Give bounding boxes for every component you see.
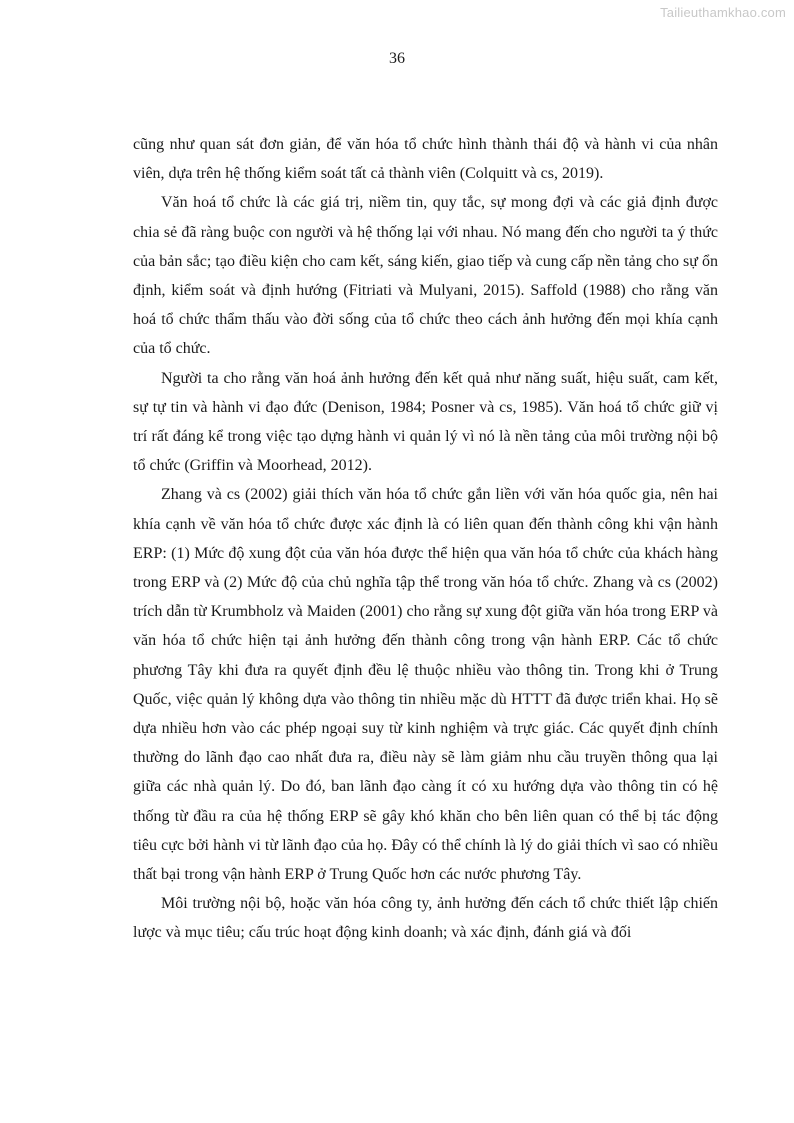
paragraph: Người ta cho rằng văn hoá ảnh hưởng đến kết quả như năng suất, hiệu suất, cam kết, sự tự tin và hành vi đạo đức (Denison, 1984; Posner và cs, 1985). Văn hoá tổ chức giữ vị trí rất đáng kể trong việc tạo dựng hành vi quản lý vì nó là nền tảng của môi trường nội bộ tổ chức (Griffin và Moorhead, 2012). [133, 369, 718, 475]
paragraph: Môi trường nội bộ, hoặc văn hóa công ty, ảnh hưởng đến cách tổ chức thiết lập chiến lược và mục tiêu; cấu trúc hoạt động kinh doanh; và xác định, đánh giá và đối [133, 895, 718, 942]
paragraph: Văn hoá tổ chức là các giá trị, niềm tin, quy tắc, sự mong đợi và các giả định được chia sẻ đã ràng buộc con người và hệ thống lại với nhau. Nó mang đến cho người ta ý thức của bản sắc; tạo điều kiện cho cam kết, sáng kiến, giao tiếp và cung cấp nền tảng cho sự ổn định, kiểm soát và định hướng (Fitriati và Mulyani, 2015). Saffold (1988) cho rằng văn hoá tổ chức thẩm thấu vào đời sống của tổ chức theo cách ảnh hưởng đến mọi khía cạnh của tổ chức. [133, 194, 718, 358]
page-number: 36 [389, 50, 405, 67]
body-text [133, 130, 718, 948]
paragraph: Zhang và cs (2002) giải thích văn hóa tổ chức gắn liền với văn hóa quốc gia, nên hai khía cạnh về văn hóa tổ chức được xác định là có liên quan đến thành công khi vận hành ERP: (1) Mức độ xung đột của văn hóa được thể hiện qua văn hóa tổ chức của khách hàng trong ERP và (2) Mức độ của chủ nghĩa tập thể trong văn hóa tổ chức. Zhang và cs (2002) trích dẫn từ Krumbholz và Maiden (2001) cho rằng sự xung đột giữa văn hóa trong ERP và văn hóa tổ chức hiện tại ảnh hưởng đến thành công trong vận hành ERP. Các tổ chức phương Tây khi đưa ra quyết định đều lệ thuộc nhiều vào thông tin. Trong khi ở Trung Quốc, việc quản lý không dựa vào thông tin nhiều mặc dù HTTT đã được triển khai. Họ sẽ dựa nhiều hơn vào các phép ngoại suy từ kinh nghiệm và trực giác. Các quyết định chính thường do lãnh đạo cao nhất đưa ra, điều này sẽ làm giảm nhu cầu truyền thông qua lại giữa các nhà quản lý. Do đó, ban lãnh đạo càng ít có xu hướng dựa vào thông tin có hệ thống từ đầu ra của hệ thống ERP sẽ gây khó khăn cho bên liên quan có thể bị tác động tiêu cực bởi hành vi từ lãnh đạo của họ. Đây có thể chính là lý do giải thích vì sao có nhiều thất bại trong vận hành ERP ở Trung Quốc hơn các nước phương Tây. [133, 486, 718, 884]
watermark-text: Tailieuthamkhao.com [660, 5, 786, 20]
paragraph-continued: cũng như quan sát đơn giản, để văn hóa tổ chức hình thành thái độ và hành vi của nhân viên, dựa trên hệ thống kiểm soát tất cả thành viên (Colquitt và cs, 2019). [133, 136, 718, 183]
